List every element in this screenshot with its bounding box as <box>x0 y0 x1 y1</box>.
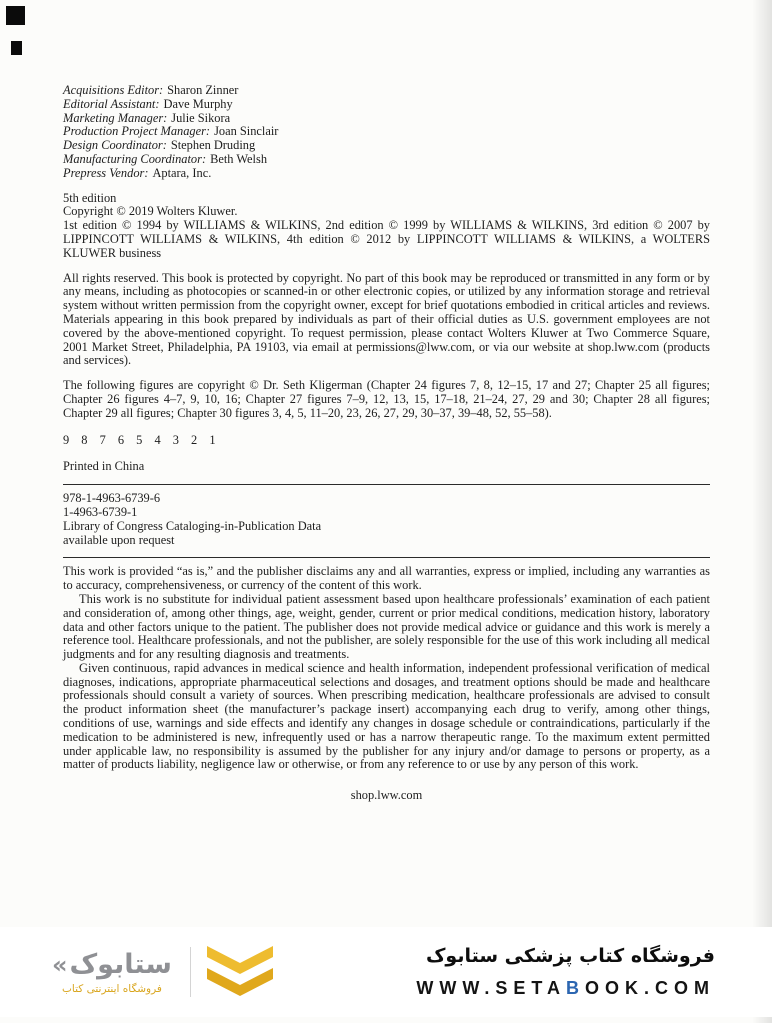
setabook-wordmark-text: ستابوک <box>69 948 172 980</box>
disclaimer-paragraph-2: This work is no substitute for individual patient assessment based upon healthcare professionals’ examination of each patient and consideration of, among other things, age, weight, gender, current or prior medical conditions, medication history, laboratory data and other factors unique to the patient. The publisher does not provide medical advice or guidance and this work is merely a reference tool. Healthcare professionals, and not the publisher, are solely responsible for the use of this work including all medical judgments and for any resulting diagnosis and treatments. <box>63 591 710 662</box>
edition-line: 5th edition <box>63 190 117 205</box>
credit-person: Sharon Zinner <box>167 83 239 97</box>
store-url <box>416 978 715 999</box>
printed-in-line: Printed in China <box>63 459 145 474</box>
isbn-13: 978-1-4963-6739-6 <box>63 491 161 506</box>
credit-line <box>63 139 710 153</box>
store-url-accent: B <box>566 978 585 998</box>
edition-copyright-block <box>63 192 710 261</box>
credit-person: Aptara, Inc. <box>152 165 212 180</box>
credit-role: Marketing Manager: <box>63 110 168 125</box>
credit-line <box>63 84 710 98</box>
divider-rule-bottom <box>63 557 710 558</box>
credit-role: Design Coordinator: <box>63 138 167 153</box>
printers-key: 9 8 7 6 5 4 3 2 1 <box>63 432 216 447</box>
loc-availability-line: available upon request <box>63 532 175 547</box>
credit-person: Dave Murphy <box>163 96 233 111</box>
editions-history: 1st edition © 1994 by WILLIAMS & WILKINS, 2nd edition © 1999 by WILLIAMS & WILKINS, 3rd edition © 2007 by LIPPINCOTT WILLIAMS & WILKINS, 4th edition © 2012 by LIPPINCOTT WILLIAMS & WILKINS, a WOLTERS KLUWER business <box>63 218 710 260</box>
rights-paragraph: All rights reserved. This book is protected by copyright. No part of this book may be reproduced or transmitted in any form or by any means, including as photocopies or scanned-in or other electronic copies, or utilized by any information storage and retrieval system without written permission from the copyright owner, except for brief quotations embodied in critical articles and reviews. Materials appearing in this book prepared by individuals as part of their official duties as U.S. government employees are not covered by the above-mentioned copyright. To request permission, please contact Wolters Kluwer at Two Commerce Square, 2001 Market Street, Philadelphia, PA 19103, via email at permissions@lww.com, or via our website at shop.lww.com (products and services). <box>63 270 710 368</box>
credit-line <box>63 98 710 112</box>
store-title: فروشگاه کتاب پزشکی ستابوک <box>425 945 715 967</box>
credit-person: Stephen Druding <box>170 138 256 153</box>
store-url-suffix: OOK.COM <box>585 978 715 998</box>
credit-line <box>63 112 710 126</box>
setabook-wordmark-wrap <box>52 950 172 995</box>
staff-credits-block <box>63 84 710 181</box>
figures-copyright-paragraph: The following figures are copyright © Dr. Seth Kligerman (Chapter 24 figures 7, 8, 12–15, 17 and 27; Chapter 25 all figures; Chapter 26 figures 4–7, 9, 10, 16; Chapter 27 figures 7–9, 12, 13, 15, 17–18, 21–24, 27, 29 and 30; Chapter 28 all figures; Chapter 29 all figures; Chapter 30 figures 3, 4, 5, 11–20, 23, 26, 27, 29, 30–37, 39–48, 52, 55–58). <box>63 378 710 420</box>
credit-role: Acquisitions Editor: <box>63 83 164 97</box>
setabook-wordmark <box>52 950 172 980</box>
credit-person: Julie Sikora <box>171 110 231 125</box>
divider-rule-top <box>63 484 710 485</box>
credit-role: Manufacturing Coordinator: <box>63 151 207 166</box>
credit-role: Editorial Assistant: <box>63 96 160 111</box>
isbn-block <box>63 492 710 547</box>
setabook-tagline: فروشگاه اینترنتی کتاب <box>62 982 162 995</box>
logo-divider <box>190 947 191 997</box>
credit-line <box>63 167 710 181</box>
credit-role: Prepress Vendor: <box>63 165 149 180</box>
copyright-line: Copyright © 2019 Wolters Kluwer. <box>63 204 238 219</box>
setabook-chevron-icon <box>207 946 273 998</box>
publisher-url: shop.lww.com <box>350 788 423 803</box>
credit-line <box>63 125 710 139</box>
credit-person: Beth Welsh <box>210 151 268 166</box>
disclaimer-paragraph-3: Given continuous, rapid advances in medical science and health information, independent professional verification of medical diagnoses, indications, appropriate pharmaceutical selections and dosages, and treatment options should be made and healthcare professionals should consult a variety of sources. When prescribing medication, healthcare professionals are advised to consult the product information sheet (the manufacturer’s package insert) accompanying each drug to verify, among other things, conditions of use, warnings and side effects and identify any changes in dosage schedule or contraindications, particularly if the medication to be administered is new, infrequently used or has a narrow therapeutic range. To the maximum extent permitted under applicable law, no responsibility is assumed by the publisher for any injury and/or damage to persons or property, as a matter of products liability, negligence law or otherwise, or from any reference to or use by any person of this work. <box>63 660 710 772</box>
setabook-text-cluster <box>416 945 715 999</box>
disclaimer-block <box>63 565 710 772</box>
loc-cataloging-line: Library of Congress Cataloging-in-Publication Data <box>63 518 322 533</box>
setabook-watermark-banner <box>0 927 772 1017</box>
disclaimer-paragraph-1: This work is provided “as is,” and the publisher disclaims any and all warranties, express or implied, including any warranties as to accuracy, comprehensiveness, or currency of the content of this work. <box>63 564 710 593</box>
credit-line <box>63 153 710 167</box>
credit-role: Production Project Manager: <box>63 124 211 139</box>
logo-chevrons-icon: « <box>52 950 68 979</box>
store-url-prefix: WWW.SETA <box>416 978 566 998</box>
setabook-logo <box>52 946 273 998</box>
isbn-10: 1-4963-6739-1 <box>63 504 138 519</box>
credit-person: Joan Sinclair <box>214 124 279 139</box>
